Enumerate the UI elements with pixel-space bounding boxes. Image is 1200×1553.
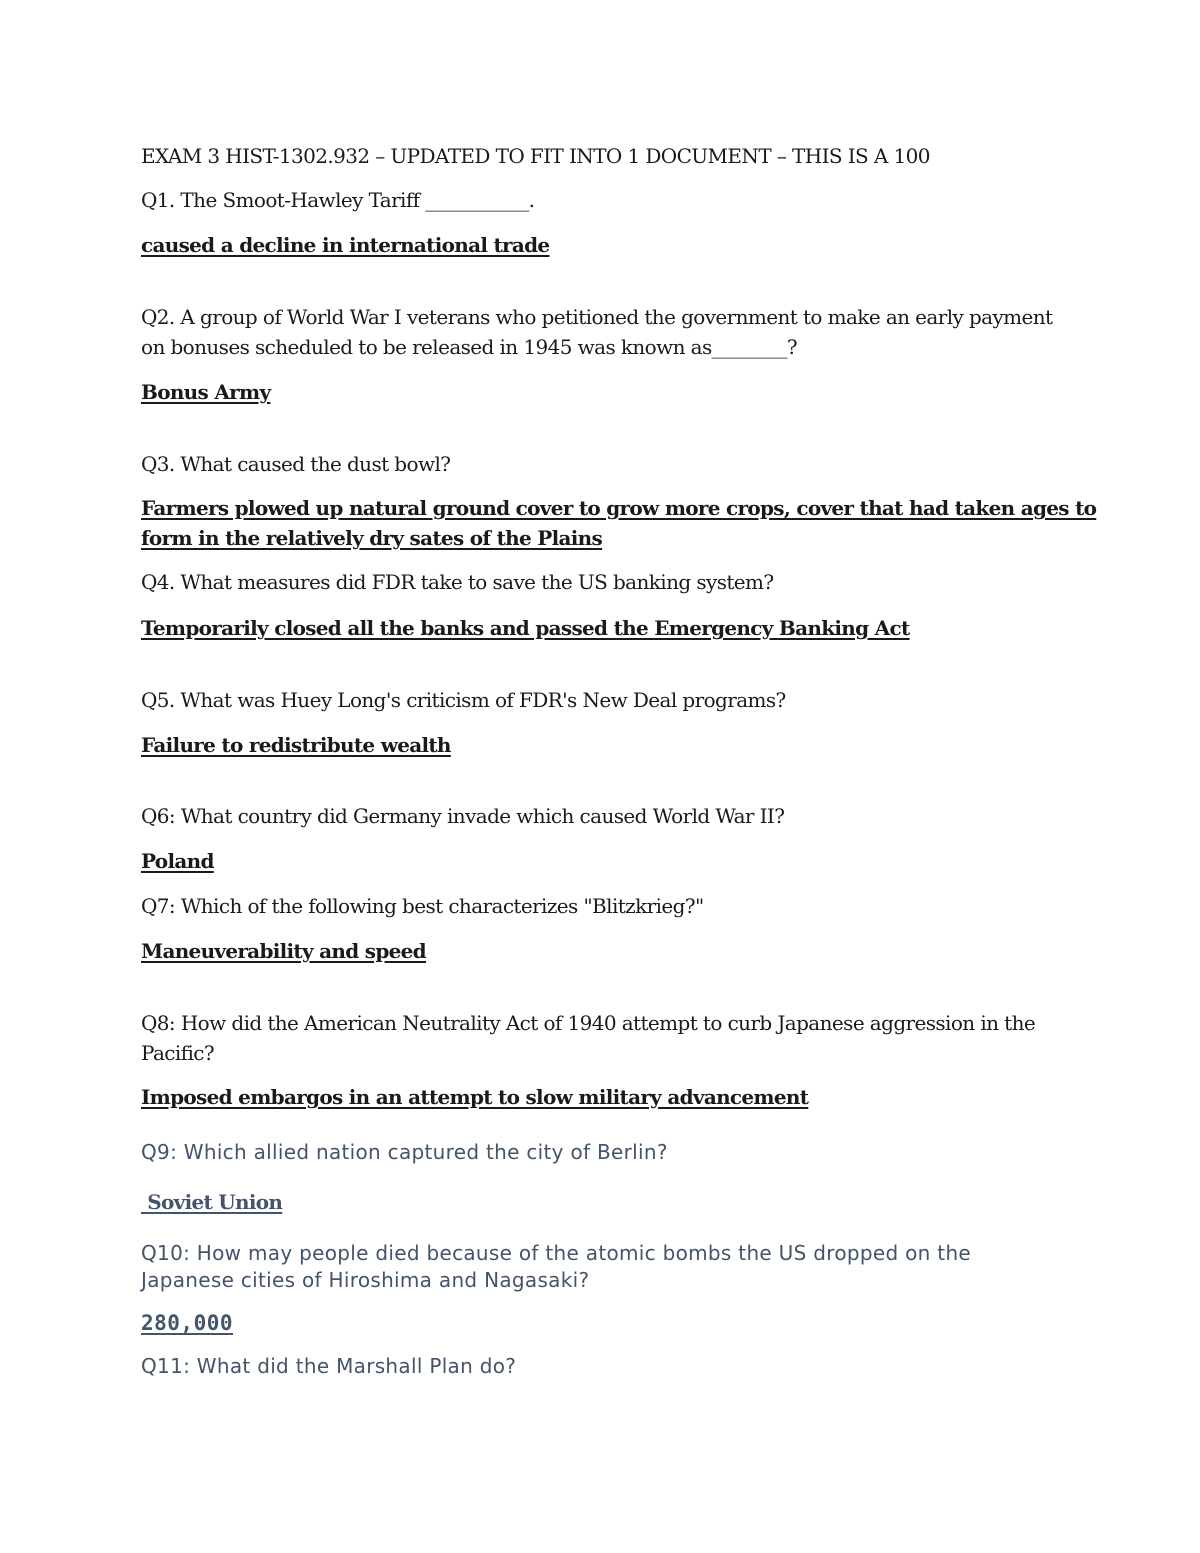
question-11: Q11: What did the Marshall Plan do? bbox=[141, 1354, 517, 1378]
question-10-line-1: Q10: How may people died because of the atomic bombs the US dropped on the bbox=[141, 1241, 972, 1265]
document-title: EXAM 3 HIST-1302.932 – UPDATED TO FIT INTO 1 DOCUMENT – THIS IS A 100 bbox=[141, 144, 930, 168]
answer-5: Failure to redistribute wealth bbox=[141, 733, 451, 757]
question-5: Q5. What was Huey Long's criticism of FDR's New Deal programs? bbox=[141, 688, 786, 712]
answer-9: Soviet Union bbox=[141, 1190, 283, 1214]
question-7: Q7: Which of the following best characterizes "Blitzkrieg?" bbox=[141, 894, 704, 918]
question-1: Q1. The Smoot-Hawley Tariff ___________. bbox=[141, 188, 535, 212]
answer-7: Maneuverability and speed bbox=[141, 939, 426, 963]
answer-2: Bonus Army bbox=[141, 380, 271, 404]
answer-1: caused a decline in international trade bbox=[141, 233, 550, 257]
question-10-line-2: Japanese cities of Hiroshima and Nagasaki? bbox=[141, 1268, 590, 1292]
answer-4: Temporarily closed all the banks and passed the Emergency Banking Act bbox=[141, 616, 910, 640]
question-8-line-1: Q8: How did the American Neutrality Act of 1940 attempt to curb Japanese aggression in the bbox=[141, 1011, 1036, 1035]
question-3: Q3. What caused the dust bowl? bbox=[141, 452, 451, 476]
answer-6: Poland bbox=[141, 849, 214, 873]
question-2-line-2: on bonuses scheduled to be released in 1945 was known as________? bbox=[141, 335, 797, 359]
question-6: Q6: What country did Germany invade which caused World War II? bbox=[141, 804, 785, 828]
answer-3-line-1: Farmers plowed up natural ground cover to grow more crops, cover that had taken ages to bbox=[141, 496, 1097, 520]
question-8-line-2: Pacific? bbox=[141, 1041, 215, 1065]
answer-10: 280,000 bbox=[141, 1311, 234, 1335]
answer-8: Imposed embargos in an attempt to slow military advancement bbox=[141, 1085, 809, 1109]
answer-3-line-2: form in the relatively dry sates of the Plains bbox=[141, 526, 603, 550]
question-4: Q4. What measures did FDR take to save the US banking system? bbox=[141, 570, 774, 594]
question-2-line-1: Q2. A group of World War I veterans who petitioned the government to make an early payment bbox=[141, 305, 1053, 329]
question-9: Q9: Which allied nation captured the city of Berlin? bbox=[141, 1140, 668, 1164]
